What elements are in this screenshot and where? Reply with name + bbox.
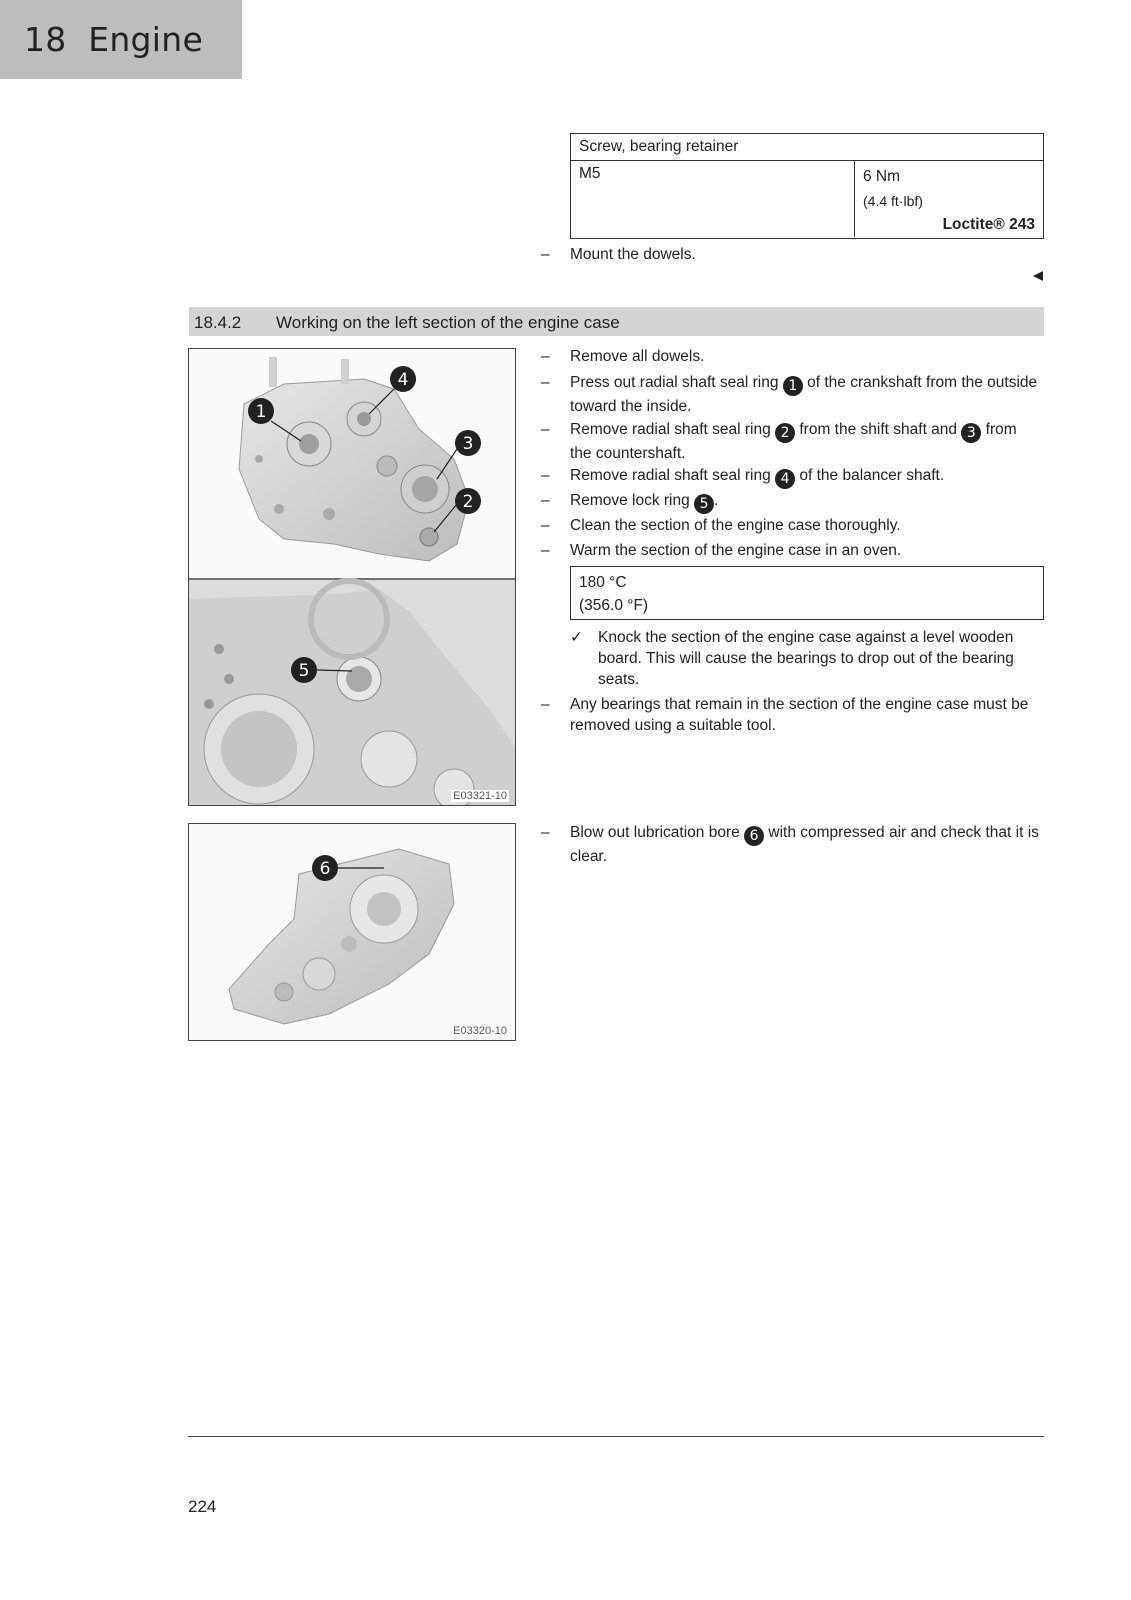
- result-knock-case: ✓ Knock the section of the engine case against a level wooden board. This will cause the bearings to drop out of the bearing seats.: [570, 629, 1014, 688]
- callout-6: [312, 855, 338, 881]
- step-warm-case: – Warm the section of the engine case in an oven.: [541, 542, 902, 559]
- callout-ref-5: 5: [694, 494, 714, 514]
- temperature-spec: [570, 566, 1044, 620]
- callout-ref-3: 3: [961, 423, 981, 443]
- svg-text:6: 6: [319, 859, 331, 879]
- step-remove-seal-4: – Remove radial shaft seal ring 4 of the balancer shaft.: [541, 467, 945, 487]
- section-number: 18.4.2: [194, 313, 242, 332]
- torque-nm: 6 Nm: [863, 168, 901, 185]
- engine-case-lubrication-illustration: [189, 824, 516, 1041]
- step-blow-out-bore: – Blow out lubrication bore 6 with compressed air and check that it is clear.: [541, 824, 1039, 865]
- callout-2: [455, 488, 481, 514]
- callout-ref-6: 6: [744, 826, 764, 846]
- step-clean-case: – Clean the section of the engine case thoroughly.: [541, 517, 901, 534]
- temperature-fahrenheit: (356.0 °F): [579, 597, 649, 614]
- chapter-heading: 18 Engine: [24, 20, 204, 59]
- thread-lock: Loctite® 243: [942, 216, 1035, 233]
- callout-3: [455, 430, 481, 456]
- footer-divider: [188, 1436, 1044, 1437]
- chapter-tab: [0, 0, 242, 79]
- figure-code: E03321-10: [453, 790, 507, 802]
- torque-table-header: Screw, bearing retainer: [571, 134, 1043, 161]
- section-title: Working on the left section of the engine case: [276, 313, 620, 332]
- temperature-celsius: 180 °C: [579, 574, 627, 591]
- figure-lubrication-bore: [188, 823, 516, 1041]
- end-of-section-marker: [1033, 271, 1043, 281]
- figure-code: E03320-10: [453, 1025, 507, 1037]
- engine-case-illustration: [189, 349, 516, 806]
- callout-ref-4: 4: [775, 469, 795, 489]
- svg-text:3: 3: [462, 434, 474, 454]
- figure-engine-case-left: [188, 348, 516, 806]
- callout-5: [291, 657, 317, 683]
- step-remove-remaining-bearings: – Any bearings that remain in the section of the engine case must be removed using a suitable tool.: [541, 696, 1029, 734]
- torque-ftlb: (4.4 ft·lbf): [863, 193, 923, 209]
- callout-4: [390, 366, 416, 392]
- step-remove-lock-ring: – Remove lock ring 5 .: [541, 492, 719, 512]
- torque-spec-table: [570, 133, 1044, 239]
- page-number: 224: [188, 1497, 217, 1516]
- svg-text:1: 1: [255, 402, 267, 422]
- section-heading: [189, 307, 1044, 336]
- svg-text:4: 4: [397, 370, 409, 390]
- step-mount-dowels: – Mount the dowels.: [541, 246, 696, 263]
- callout-ref-1: 1: [783, 376, 803, 396]
- step-remove-dowels: – Remove all dowels.: [541, 348, 705, 365]
- thread-size: M5: [579, 165, 601, 182]
- step-remove-seal-2-3: – Remove radial shaft seal ring 2 from the shift shaft and 3 from the countershaft.: [541, 421, 1017, 462]
- checkmark-icon: ✓: [570, 629, 583, 646]
- svg-text:2: 2: [462, 492, 474, 512]
- callout-ref-2: 2: [775, 423, 795, 443]
- svg-text:5: 5: [298, 661, 310, 681]
- step-press-out-seal-1: – Press out radial shaft seal ring 1 of the crankshaft from the outside toward the inside.: [541, 374, 1038, 415]
- callout-1: [248, 398, 274, 424]
